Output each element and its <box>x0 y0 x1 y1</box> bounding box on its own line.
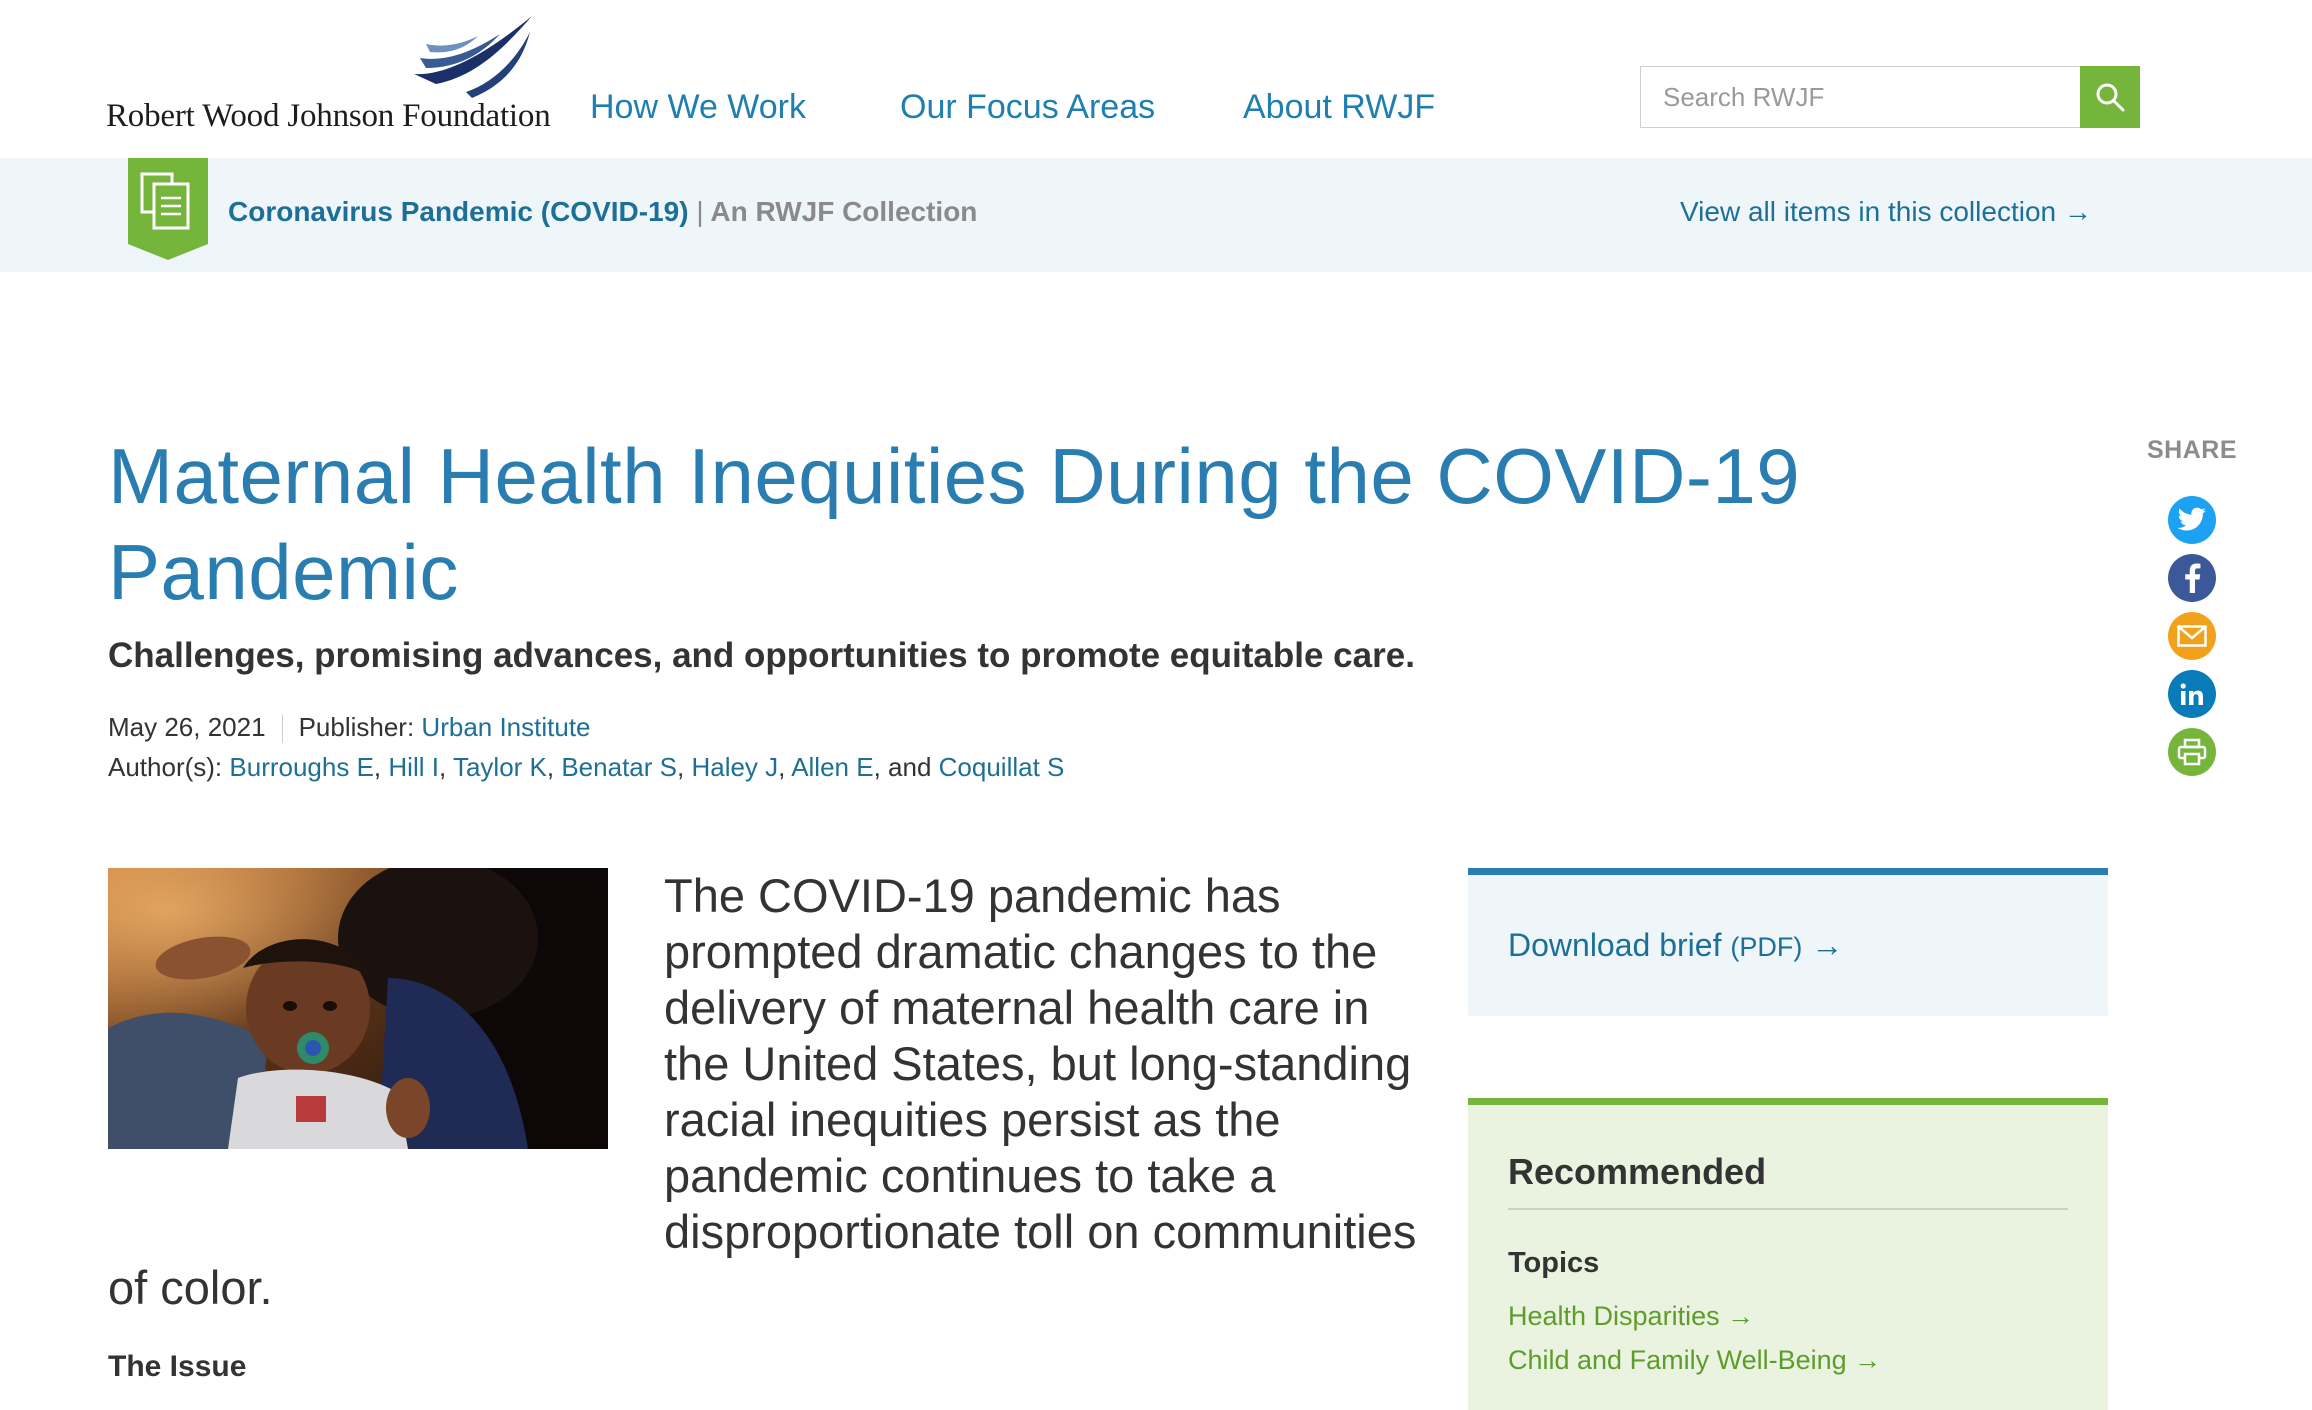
author-link[interactable]: Coquillat S <box>938 752 1065 782</box>
nav-how-we-work[interactable]: How We Work <box>590 88 807 126</box>
author-link[interactable]: Burroughs E <box>229 752 374 782</box>
topics-label: Topics <box>1508 1247 1600 1279</box>
download-brief-link[interactable] <box>1508 927 1843 964</box>
author-link[interactable]: Allen E <box>791 752 874 782</box>
share-print-button[interactable] <box>2168 728 2216 776</box>
search-button[interactable] <box>2080 66 2140 128</box>
share-label: SHARE <box>2146 436 2237 464</box>
author-link[interactable]: Taylor K <box>452 752 547 782</box>
recommended-box <box>1468 1098 2108 1410</box>
twitter-icon <box>2177 507 2207 533</box>
nav-our-focus-areas[interactable]: Our Focus Areas <box>900 88 1156 126</box>
author-link[interactable]: Haley J <box>691 752 779 782</box>
author-link[interactable]: Hill I <box>388 752 439 782</box>
download-file-type: (PDF) <box>1730 932 1803 962</box>
intro-text: The COVID-19 pandemic has prompted dramatic changes to the delivery of maternal health care in the United States, but long-standing racial inequities persist as the pandemic continues to take a disproportionate toll on communities of color. <box>108 869 1417 1314</box>
share-facebook-button[interactable] <box>2168 554 2216 602</box>
nav-about-rwjf[interactable]: About RWJF <box>1243 88 1436 126</box>
authors-line <box>108 752 1064 783</box>
search-form <box>1640 66 2140 130</box>
recommended-title: Recommended <box>1508 1151 1767 1192</box>
collection-documents-icon <box>128 158 208 260</box>
print-icon <box>2177 738 2207 766</box>
author-separator: , <box>438 752 447 782</box>
collection-title <box>228 196 977 228</box>
share-twitter-button[interactable] <box>2168 496 2216 544</box>
page-title: Maternal Health Inequities During the COVID-19 Pandemic <box>108 432 1801 616</box>
collection-subtitle: An RWJF Collection <box>710 196 978 227</box>
author-separator: , <box>778 752 786 782</box>
arrow-right-icon: → <box>1811 927 1844 963</box>
section-heading-the-issue: The Issue <box>108 1350 247 1383</box>
rwjf-logo[interactable] <box>106 14 551 144</box>
author-separator: , <box>373 752 382 782</box>
linkedin-icon <box>2179 682 2205 706</box>
recommended-divider <box>1508 1208 2068 1210</box>
download-box <box>1468 868 2108 1016</box>
view-all-collection-link[interactable]: View all items in this collection → <box>1680 196 2092 227</box>
meta-divider <box>282 715 283 743</box>
search-icon <box>2095 82 2125 112</box>
share-email-button[interactable] <box>2168 612 2216 660</box>
topic-link-health-disparities[interactable]: Health Disparities → <box>1508 1301 1755 1331</box>
share-linkedin-button[interactable] <box>2168 670 2216 718</box>
collection-banner <box>0 158 2312 272</box>
article-subtitle: Challenges, promising advances, and opportunities to promote equitable care. <box>108 636 1415 675</box>
intro-image-spacer <box>108 868 664 1260</box>
article-meta <box>108 712 591 743</box>
article-intro <box>108 868 1418 1316</box>
facebook-icon <box>2182 563 2202 593</box>
author-last-separator: , and <box>873 752 932 782</box>
share-bar <box>2130 436 2254 465</box>
logo-text: Robert Wood Johnson Foundation <box>106 98 551 134</box>
collection-name-link[interactable]: Coronavirus Pandemic (COVID-19) <box>228 196 689 227</box>
topic-link-child-family-well-being[interactable]: Child and Family Well-Being → <box>1508 1345 1882 1375</box>
email-icon <box>2177 625 2207 647</box>
collection-separator: | <box>696 196 704 227</box>
site-header <box>0 0 2312 158</box>
search-input[interactable] <box>1640 66 2080 128</box>
publisher-label: Publisher: <box>298 712 415 742</box>
authors-label: Author(s): <box>108 752 223 782</box>
download-label: Download brief <box>1508 927 1722 963</box>
publisher-link[interactable]: Urban Institute <box>421 712 591 742</box>
author-separator: , <box>676 752 685 782</box>
author-separator: , <box>546 752 555 782</box>
author-link[interactable]: Benatar S <box>561 752 677 782</box>
wings-logo-icon <box>406 14 536 100</box>
publish-date: May 26, 2021 <box>108 712 266 742</box>
